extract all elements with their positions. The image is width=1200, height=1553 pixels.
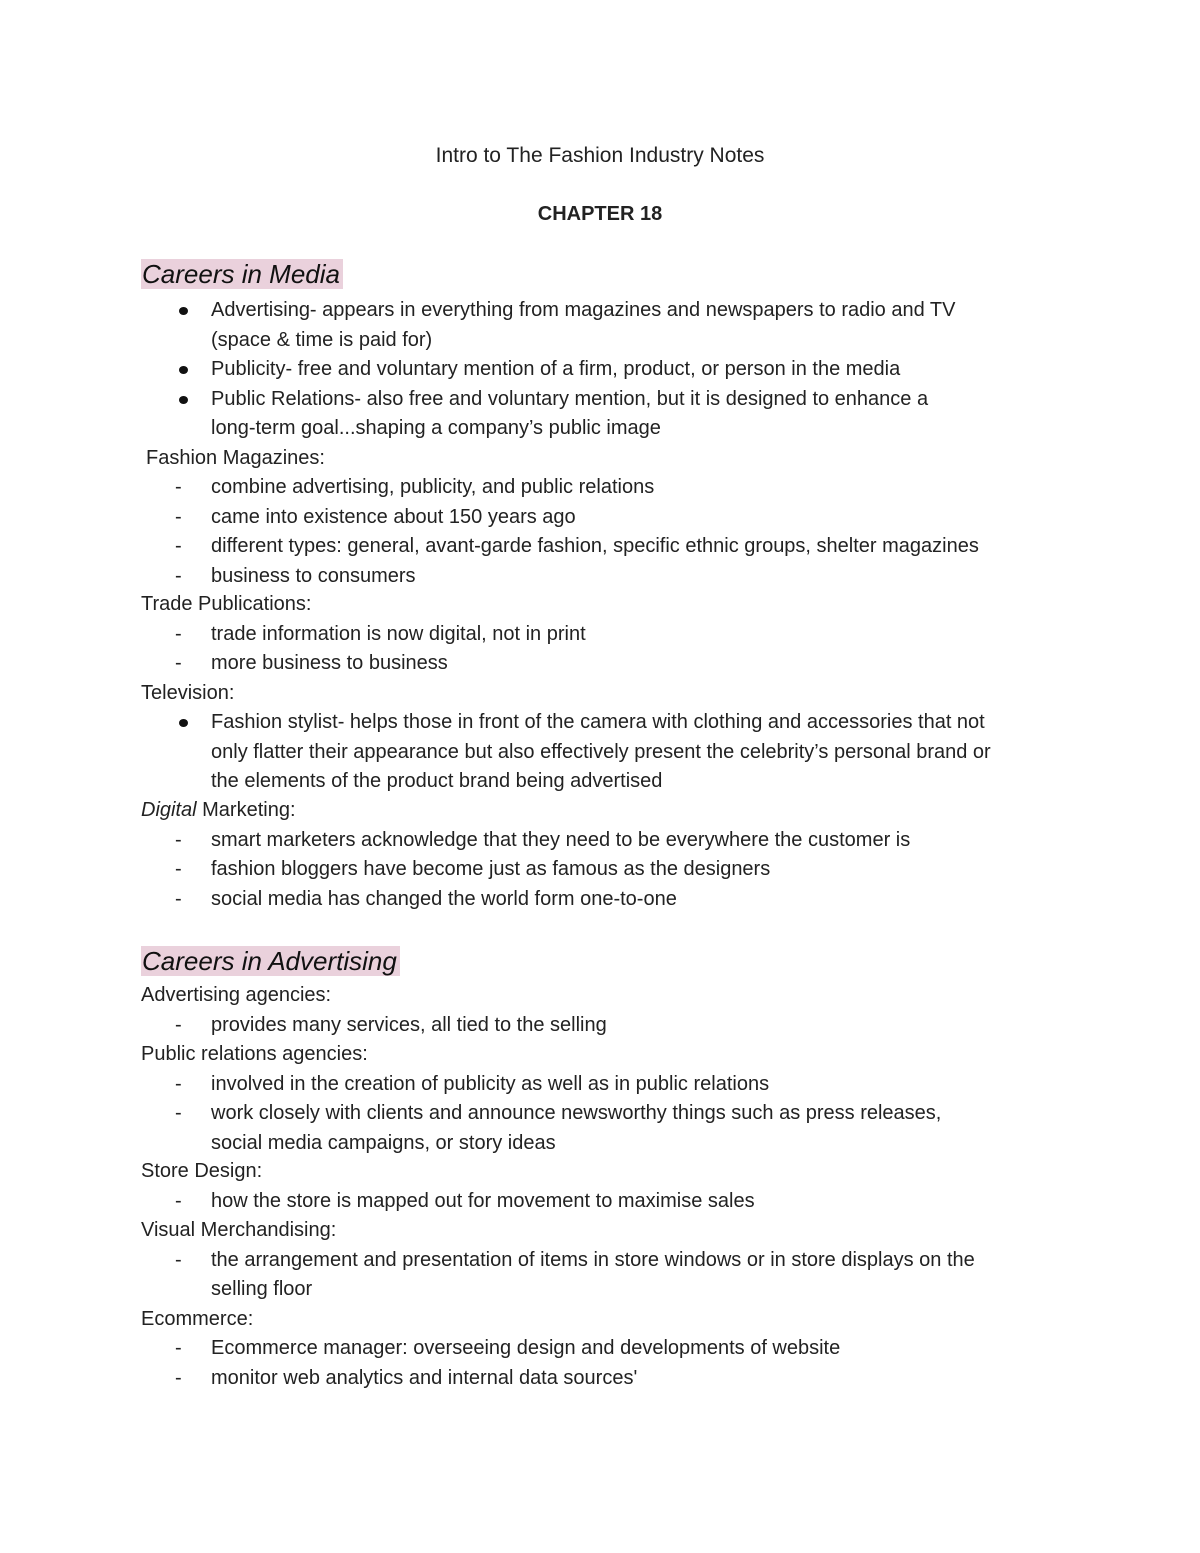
list-item: fashion bloggers have become just as famous as the designers [211, 858, 771, 880]
list-item-continuation: (space & time is paid for) [211, 328, 433, 351]
list-item: more business to business [211, 652, 448, 674]
section-heading-advertising: Careers in Advertising [141, 945, 400, 977]
dash-marker: - [175, 828, 182, 851]
list-item-continuation: only flatter their appearance but also effectively present the celebrity’s personal brand or [211, 740, 991, 763]
dash-marker: - [175, 1248, 182, 1271]
label-italic-part: Digital [141, 799, 197, 821]
dash-marker: - [175, 505, 182, 528]
list-item: Fashion stylist- helps those in front of the camera with clothing and accessories that not [211, 711, 985, 733]
list-item: trade information is now digital, not in print [211, 622, 586, 645]
list-item-continuation: the elements of the product brand being advertised [211, 770, 663, 792]
list-item: smart marketers acknowledge that they need to be everywhere the customer is [211, 828, 911, 851]
subsection-label: Public relations agencies: [141, 1043, 368, 1065]
bullet-icon [179, 719, 188, 727]
list-item: provides many services, all tied to the selling [211, 1013, 607, 1036]
dash-marker: - [175, 1337, 182, 1359]
subsection-label: Ecommerce: [141, 1307, 254, 1330]
chapter-heading: CHAPTER 18 [537, 203, 663, 225]
document-title: Intro to The Fashion Industry Notes [435, 144, 765, 167]
bullet-icon [179, 396, 188, 404]
list-item-continuation: long-term goal...shaping a company’s public image [211, 417, 661, 439]
list-item: Public Relations- also free and voluntary mention, but it is designed to enhance a [211, 387, 929, 410]
subsection-label [141, 796, 296, 826]
dash-marker: - [175, 476, 182, 498]
dash-marker: - [175, 535, 182, 557]
dash-marker: - [175, 1013, 182, 1036]
subsection-label: Visual Merchandising: [141, 1219, 337, 1241]
dash-marker: - [175, 887, 182, 910]
list-item: different types: general, avant-garde fashion, specific ethnic groups, shelter magazines [211, 535, 979, 557]
subsection-label: Fashion Magazines: [146, 446, 325, 469]
subsection-label: Television: [141, 681, 235, 704]
dash-marker: - [175, 1189, 182, 1212]
list-item: how the store is mapped out for movement to maximise sales [211, 1189, 755, 1212]
dash-marker: - [175, 622, 182, 645]
list-item: the arrangement and presentation of items in store windows or in store displays on the [211, 1248, 975, 1271]
subsection-label: Trade Publications: [141, 593, 312, 615]
list-item: business to consumers [211, 564, 416, 587]
list-item: work closely with clients and announce newsworthy things such as press releases, [211, 1102, 942, 1124]
list-item: came into existence about 150 years ago [211, 505, 576, 528]
list-item: social media has changed the world form one-to-one [211, 887, 677, 910]
list-item: involved in the creation of publicity as well as in public relations [211, 1072, 770, 1095]
dash-marker: - [175, 858, 182, 880]
dash-marker: - [175, 564, 182, 587]
subsection-label: Advertising agencies: [141, 984, 332, 1006]
dash-marker: - [175, 1072, 182, 1095]
list-item-continuation: selling floor [211, 1278, 313, 1300]
list-item-continuation: social media campaigns, or story ideas [211, 1131, 556, 1154]
list-item: combine advertising, publicity, and public relations [211, 476, 655, 498]
label-rest: Marketing: [196, 799, 296, 821]
bullet-icon [179, 307, 188, 315]
section-heading-media: Careers in Media [141, 258, 343, 290]
list-item: Advertising- appears in everything from magazines and newspapers to radio and TV [211, 299, 956, 321]
dash-marker: - [175, 1102, 182, 1124]
dash-marker: - [175, 1366, 182, 1389]
bullet-icon [179, 366, 188, 374]
list-item: Ecommerce manager: overseeing design and developments of website [211, 1337, 841, 1359]
dash-marker: - [175, 652, 182, 674]
list-item: Publicity- free and voluntary mention of a firm, product, or person in the media [211, 358, 901, 380]
list-item: monitor web analytics and internal data sources' [211, 1366, 638, 1389]
subsection-label: Store Design: [141, 1160, 263, 1182]
